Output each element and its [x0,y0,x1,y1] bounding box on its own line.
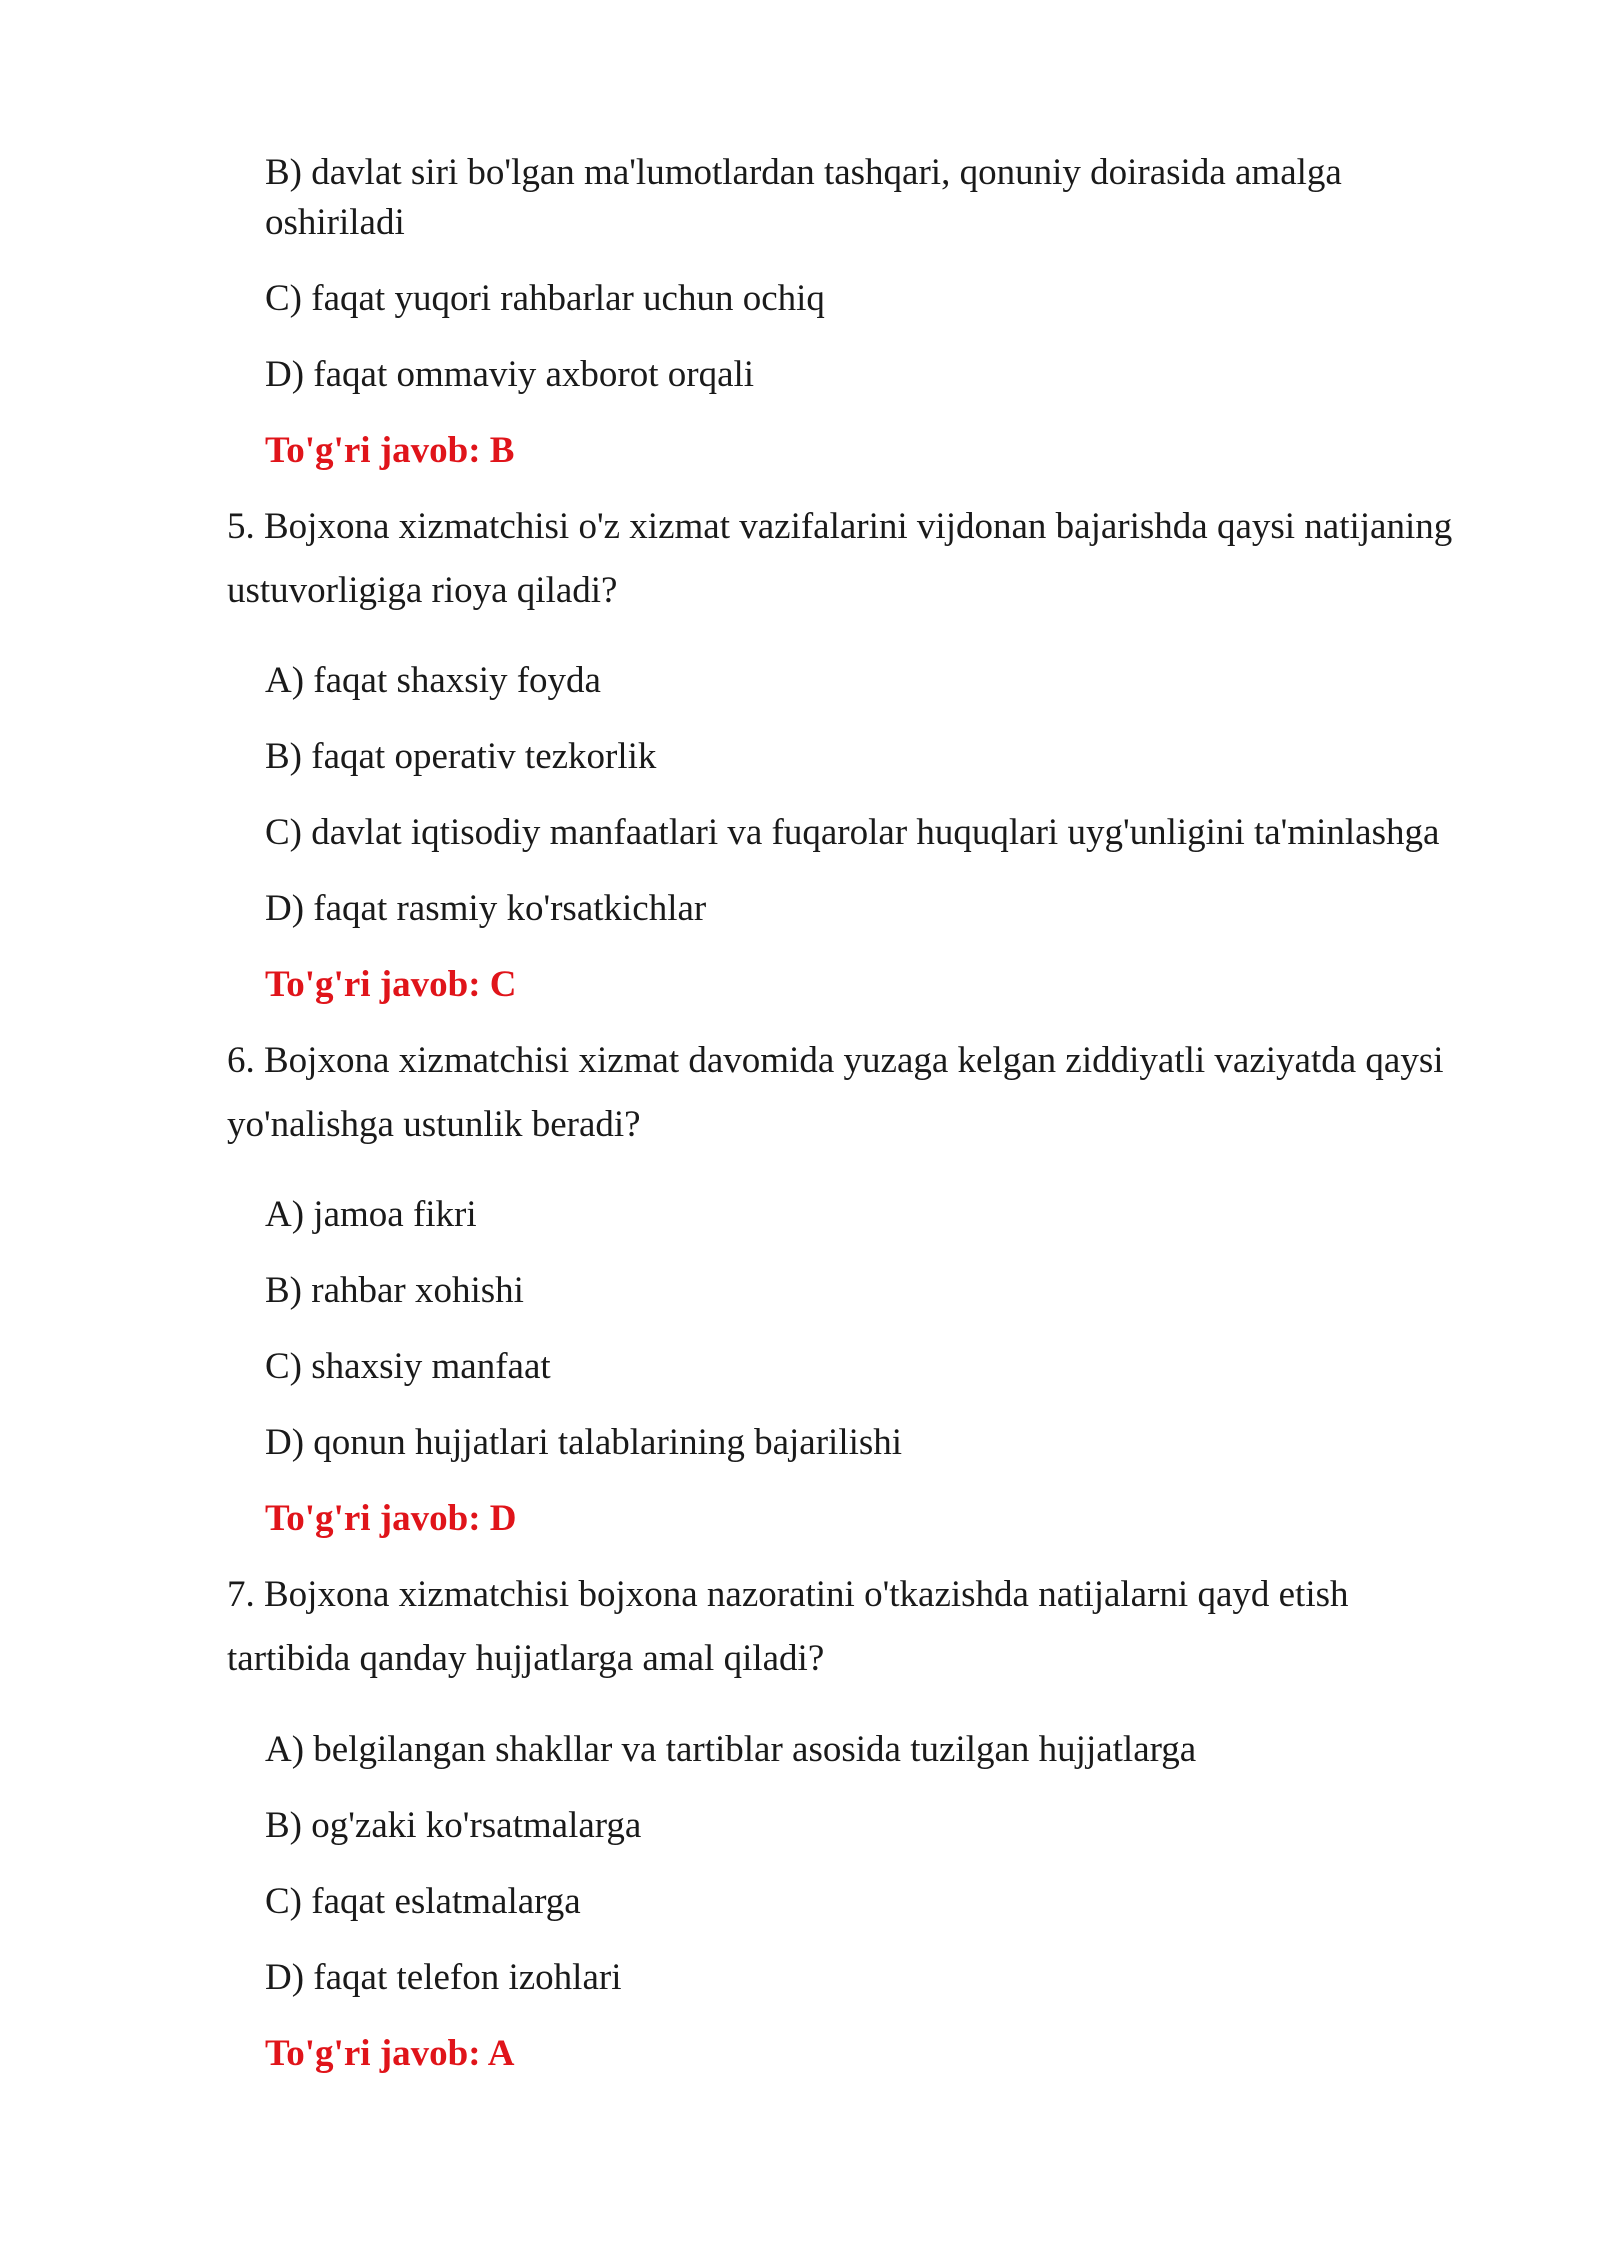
option-a: A) faqat shaxsiy foyda [265,660,601,701]
correct-answer: To'g'ri javob: C [265,964,517,1005]
option-b-line1: B) davlat siri bo'lgan ma'lumotlardan tashqari, qonuniy doirasida amalga [265,152,1342,193]
question-5-line2: ustuvorligiga rioya qiladi? [227,570,618,611]
option-d: D) faqat ommaviy axborot orqali [265,354,755,395]
correct-answer: To'g'ri javob: A [265,2033,515,2074]
option-a: A) jamoa fikri [265,1194,477,1235]
question-6-line2: yo'nalishga ustunlik beradi? [227,1104,641,1145]
question-6-line1: 6. Bojxona xizmatchisi xizmat davomida yuzaga kelgan ziddiyatli vaziyatda qaysi [227,1040,1444,1081]
option-c: C) shaxsiy manfaat [265,1346,551,1387]
option-b-line2: oshiriladi [265,202,405,243]
option-d: D) faqat rasmiy ko'rsatkichlar [265,888,707,929]
option-b: B) rahbar xohishi [265,1270,524,1311]
question-7-line2: tartibida qanday hujjatlarga amal qiladi? [227,1638,825,1679]
option-b: B) og'zaki ko'rsatmalarga [265,1805,642,1846]
question-5-line1: 5. Bojxona xizmatchisi o'z xizmat vazifalarini vijdonan bajarishda qaysi natijaning [227,506,1453,547]
option-d: D) faqat telefon izohlari [265,1957,622,1998]
correct-answer: To'g'ri javob: B [265,430,515,471]
option-d: D) qonun hujjatlari talablarining bajarilishi [265,1422,903,1463]
option-c: C) davlat iqtisodiy manfaatlari va fuqarolar huquqlari uyg'unligini ta'minlashga [265,812,1440,853]
question-7-line1: 7. Bojxona xizmatchisi bojxona nazoratini o'tkazishda natijalarni qayd etish [227,1574,1349,1615]
option-c: C) faqat eslatmalarga [265,1881,581,1922]
option-a: A) belgilangan shakllar va tartiblar asosida tuzilgan hujjatlarga [265,1729,1197,1770]
option-b: B) faqat operativ tezkorlik [265,736,657,777]
correct-answer: To'g'ri javob: D [265,1498,517,1539]
option-c: C) faqat yuqori rahbarlar uchun ochiq [265,278,825,319]
